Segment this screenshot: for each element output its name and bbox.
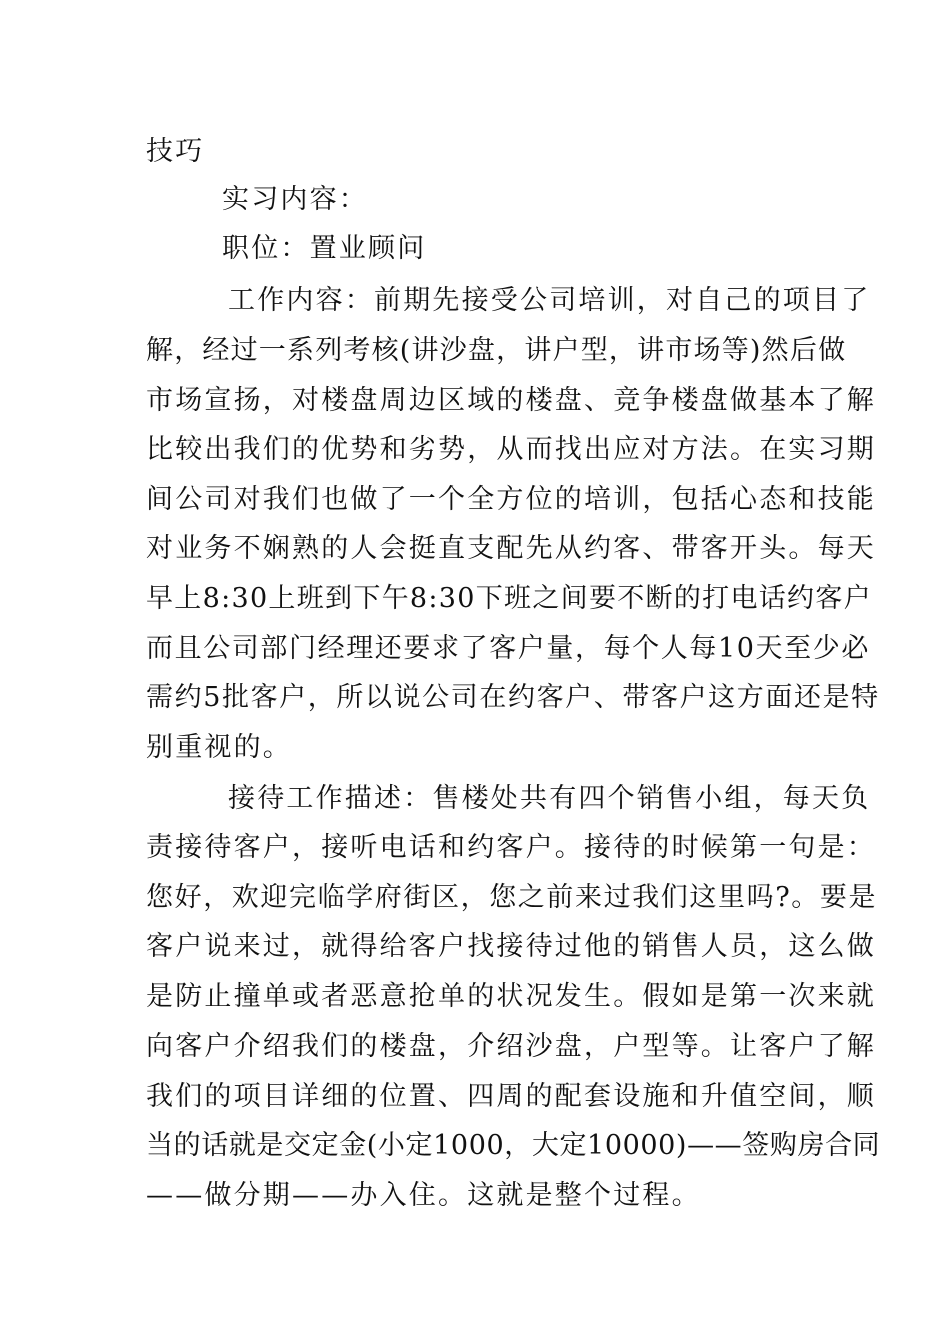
text-line: ——做分期——办入住。这就是整个过程。 xyxy=(146,1180,701,1211)
text-line: 别重视的。 xyxy=(146,732,292,763)
text-line: 技巧 xyxy=(146,136,205,167)
text-line: 需约5批客户，所以说公司在约客户、带客户这方面还是特 xyxy=(146,682,880,713)
text-line: 客户说来过，就得给客户找接待过他的销售人员，这么做 xyxy=(146,931,876,962)
text-line: 对业务不娴熟的人会挺直支配先从约客、带客开头。每天 xyxy=(146,533,876,564)
text-line: 责接待客户，接听电话和约客户。接待的时候第一句是： xyxy=(146,832,876,863)
text-line: 解，经过一系列考核(讲沙盘，讲户型，讲市场等)然后做 xyxy=(146,335,847,366)
text-line: 早上8:30上班到下午8:30下班之间要不断的打电话约客户 xyxy=(146,583,872,614)
text-line: 接待工作描述：售楼处共有四个销售小组，每天负 xyxy=(228,783,871,814)
text-line: 我们的项目详细的位置、四周的配套设施和升值空间，顺 xyxy=(146,1081,876,1112)
text-line: 向客户介绍我们的楼盘，介绍沙盘，户型等。让客户了解 xyxy=(146,1031,876,1062)
text-line: 工作内容：前期先接受公司培训，对自己的项目了 xyxy=(228,285,871,316)
text-line: 实习内容： xyxy=(222,184,368,215)
text-line: 您好，欢迎完临学府街区，您之前来过我们这里吗?。要是 xyxy=(146,882,878,913)
text-line: 当的话就是交定金(小定1000，大定10000)——签购房合同 xyxy=(146,1130,881,1161)
text-line: 比较出我们的优势和劣势，从而找出应对方法。在实习期 xyxy=(146,434,876,465)
text-line: 间公司对我们也做了一个全方位的培训，包括心态和技能 xyxy=(146,484,876,515)
text-line: 而且公司部门经理还要求了客户量，每个人每10天至少必 xyxy=(146,633,870,664)
text-line: 市场宣扬，对楼盘周边区域的楼盘、竞争楼盘做基本了解 xyxy=(146,385,876,416)
text-line: 是防止撞单或者恶意抢单的状况发生。假如是第一次来就 xyxy=(146,981,876,1012)
text-line: 职位：置业顾问 xyxy=(222,233,427,264)
